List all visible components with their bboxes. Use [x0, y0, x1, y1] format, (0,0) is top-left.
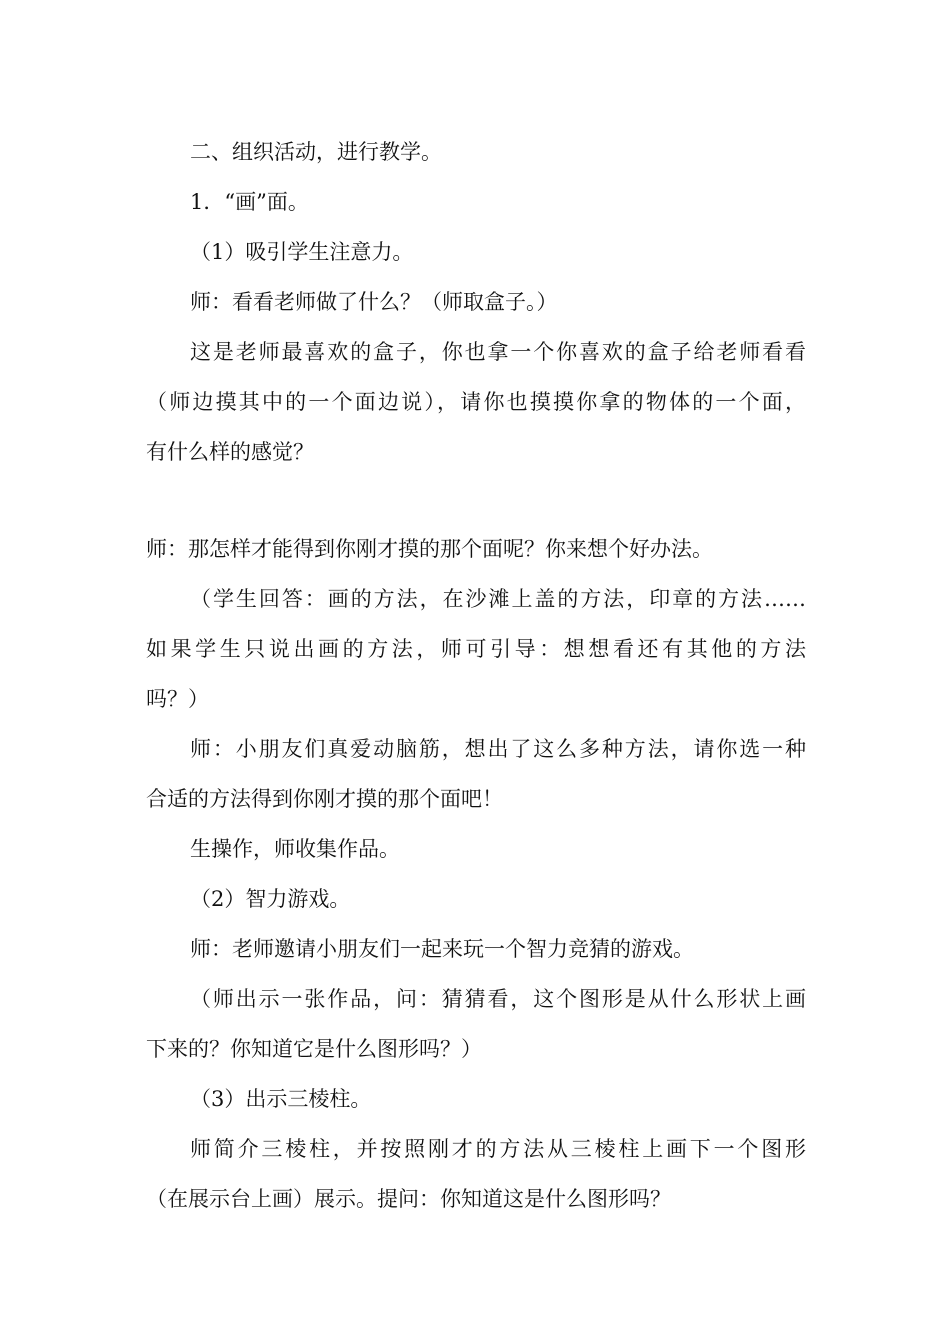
- paragraph-line: （在展示台上画）展示。提问：你知道这是什么图形吗？: [146, 1187, 671, 1211]
- paragraph-line: 合适的方法得到你刚才摸的那个面吧！: [146, 787, 503, 811]
- paragraph-line: 师：那怎样才能得到你刚才摸的那个面呢？你来想个好办法。: [146, 537, 713, 561]
- section-heading: 二、组织活动，进行教学。: [190, 140, 442, 164]
- paragraph-line: （师边摸其中的一个面边说），请你也摸摸你拿的物体的一个面，: [146, 390, 806, 414]
- paragraph-line: （师出示一张作品，问：猜猜看，这个图形是从什么形状上画: [190, 987, 806, 1011]
- item-heading: （3）出示三棱柱。: [190, 1087, 372, 1111]
- paragraph-line: 下来的？你知道它是什么图形吗？）: [146, 1037, 482, 1061]
- paragraph-line: 生操作，师收集作品。: [190, 837, 400, 861]
- paragraph-line: 如果学生只说出画的方法，师可引导：想想看还有其他的方法: [146, 637, 806, 661]
- paragraph-line: 这是老师最喜欢的盒子，你也拿一个你喜欢的盒子给老师看看: [190, 340, 806, 364]
- item-heading: （1）吸引学生注意力。: [190, 240, 414, 264]
- paragraph-line: 有什么样的感觉？: [146, 440, 314, 464]
- paragraph-line: （学生回答：画的方法，在沙滩上盖的方法，印章的方法……: [190, 587, 806, 611]
- subsection-heading: 1．“画”面。: [190, 190, 309, 214]
- paragraph-line: 师简介三棱柱，并按照刚才的方法从三棱柱上画下一个图形: [190, 1137, 806, 1161]
- paragraph-line: 师：看看老师做了什么？（师取盒子。）: [190, 290, 558, 314]
- paragraph-line: 吗？）: [146, 687, 209, 711]
- paragraph-line: 师：老师邀请小朋友们一起来玩一个智力竞猜的游戏。: [190, 937, 694, 961]
- item-heading: （2）智力游戏。: [190, 887, 351, 911]
- paragraph-line: 师：小朋友们真爱动脑筋，想出了这么多种方法，请你选一种: [190, 737, 806, 761]
